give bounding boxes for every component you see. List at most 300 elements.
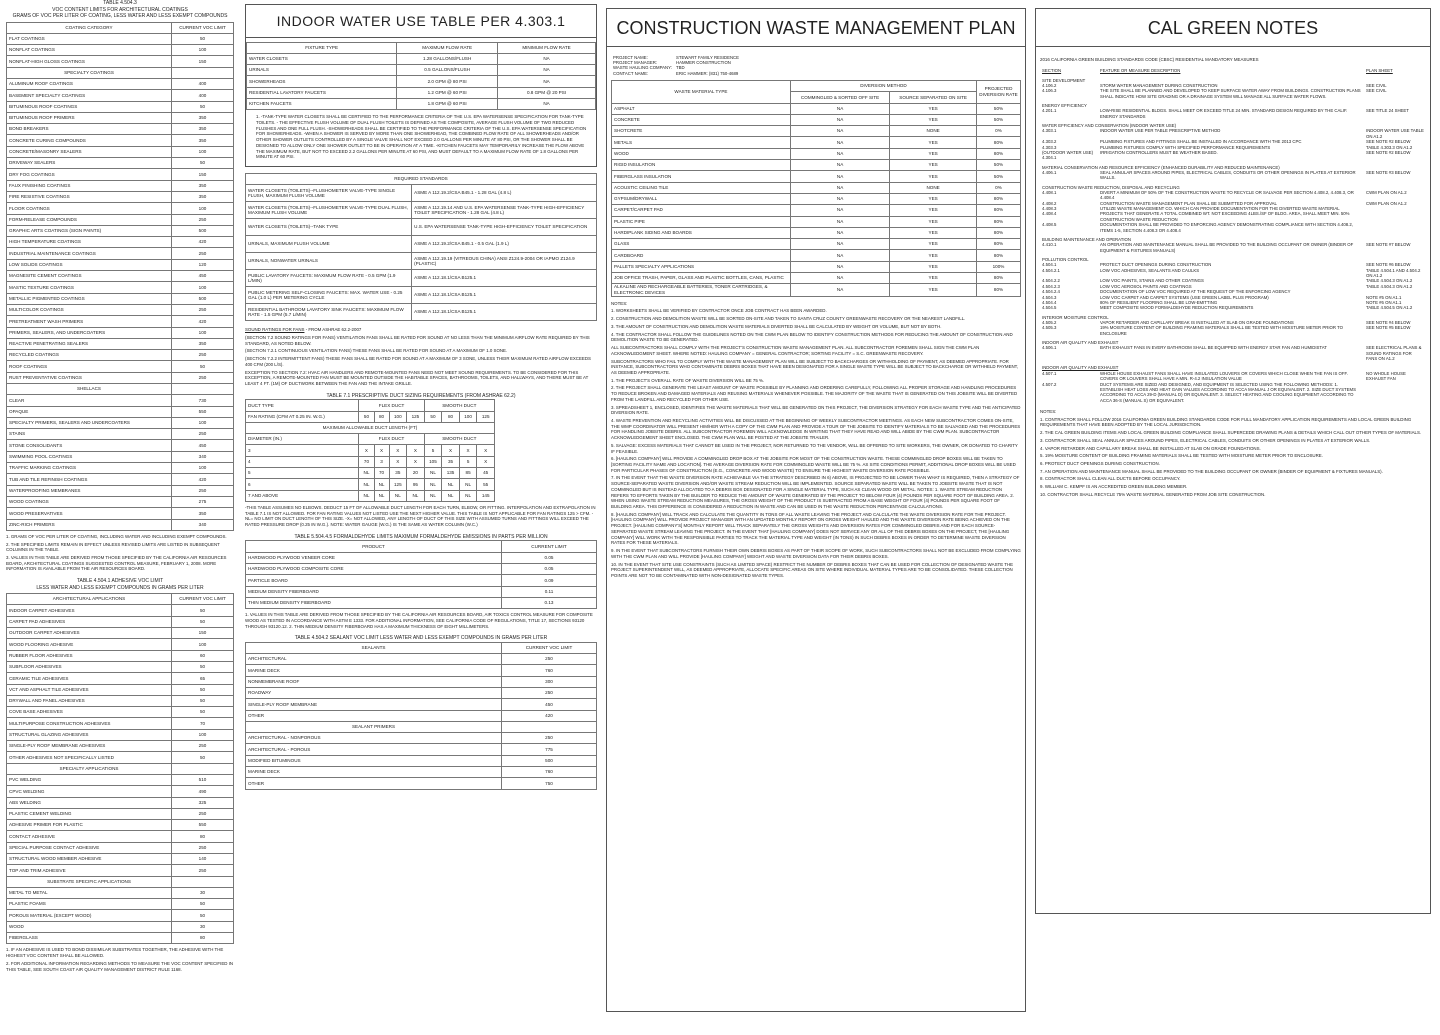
standard-row-cell: WATER CLOSETS (TOILETS)--FLUSHOMETER VALVE-TYPE SINGLE FLUSH, MAXIMUM FLUSH VOLUME	[246, 185, 412, 202]
standard-row	[246, 304, 597, 321]
voc-row-cell: HIGH TEMPERATURE COATINGS	[7, 237, 172, 248]
adhesive-row-cell: 550	[172, 820, 234, 831]
cal-green-intro: 2016 CALIFORNIA GREEN BUILDING STANDARDS CODE (CBSC) RESIDENTIAL MANDATORY MEASURES	[1040, 56, 1259, 62]
voc-row-cell: ALUMINUM ROOF COATINGS	[7, 78, 172, 89]
cal-cell: SEE NOTE #6 BELOW	[1366, 262, 1411, 268]
cal-cell	[1364, 211, 1426, 222]
cwmp-row	[612, 261, 1021, 272]
cwmp-row-cell: 80%	[977, 250, 1021, 261]
voc-row-cell: GRAPHIC ARTS COATINGS (SIGN PAINTS)	[7, 225, 172, 236]
cal-cell: LOW VOC AEROSOL PAINTS AND COATINGS	[1100, 283, 1192, 289]
sound-heading: SOUND RATINGS FOR FANS	[245, 327, 305, 333]
water-row-cell: KITCHEN FAUCETS	[247, 98, 397, 109]
cal-cell: 4.408.5	[1042, 222, 1057, 228]
note-line: (SECTION 7.2.2 INTERMITTENT FANS) THESE FANS SHALL BE RATED FOR SOUND AT A MAXIMUM OF 3 SONE, UNLESS THEIR MAXIMUM RATED AIRFLOW EXCEEDS 400 CFM (200 L/S).	[245, 356, 591, 367]
formaldehyde-title: TABLE 5.504.4.5 FORMALDEHYDE LIMITS MAXIMUM FORMALDEHYDE EMISSIONS IN PARTS PER MILLION	[294, 533, 548, 540]
cal-cell: SEE NOTE #3 BELOW	[1366, 169, 1411, 175]
adhesive-row-cell: SPECIAL PURPOSE CONTACT ADHESIVE	[7, 842, 172, 853]
duct-type-label: DUCT TYPE	[246, 400, 359, 411]
adhesive-row-cell: WOOD	[7, 921, 172, 932]
cal-cell: 4.504.2.3	[1042, 283, 1060, 289]
voc-row-cell: FORM-RELEASE COMPOUNDS	[7, 214, 172, 225]
voc-row-cell: 420	[172, 474, 234, 485]
adhesive-row-cell: CARPET PAD ADHESIVES	[7, 616, 172, 627]
voc-row	[7, 474, 234, 485]
voc-row	[7, 56, 234, 67]
cal-cell: 4.408.1	[1042, 190, 1057, 196]
duct-row	[246, 490, 495, 501]
water-row-cell: NA	[498, 98, 596, 109]
voc-row-cell: 100	[172, 463, 234, 474]
cal-cell: DOCUMENTATION OF LOW VOC REQUIRED AT THE REQUEST OF THE ENFORCING AGENCY	[1100, 289, 1291, 295]
standard-row	[246, 253, 597, 270]
cwmp-row-cell: GLASS	[612, 239, 791, 250]
cwmp-row-cell: 80%	[977, 148, 1021, 159]
water-row-cell: 0.5 GALLONS/FLUSH	[397, 65, 498, 76]
adhesive-row-cell: 490	[172, 786, 234, 797]
note-line: 1. CONTRACTOR SHALL FOLLOW 2016 CALIFORNIA GREEN BUILDING STANDARDS CODE FOR FULL MANDATORY APPLICATION REQUIREMENTS AND LOCAL GREEN BUILDING REQUIREMENTS THAT HAVE BEEN ADOPTED BY THE LOCAL JURISDICTION.	[1040, 416, 1412, 428]
voc-row-cell: BOND BREAKERS	[7, 124, 172, 135]
duct-smooth-head: SMOOTH DUCT	[424, 400, 494, 411]
voc-row	[7, 519, 234, 530]
sealant-row	[246, 676, 597, 687]
cal-green-table	[1040, 68, 1426, 403]
adhesive-row-cell: TOP AND TRIM ADHESIVE	[7, 865, 172, 876]
cal-cell: SEE NOTE #7 BELOW	[1366, 242, 1411, 248]
cal-cell: 4.303.1	[1042, 128, 1057, 134]
adhesive-row-cell: 50	[172, 707, 234, 718]
sealant-row-cell: OTHER	[246, 778, 502, 789]
cwmp-row	[612, 216, 1021, 227]
duct-row-cell: X	[459, 445, 477, 456]
voc-row-cell: TUB AND TILE REFINISH COATINGS	[7, 474, 172, 485]
water-header-fixture: FIXTURE TYPE	[247, 42, 397, 53]
note-line: NOTES:	[611, 300, 628, 306]
cwmp-row-cell: 80%	[977, 193, 1021, 204]
adhesive-row	[7, 707, 234, 718]
voc-row	[7, 384, 234, 395]
adhesive-row	[7, 695, 234, 706]
cal-cell: VAPOR RETARDER AND CAPILLARY BREAK IS INSTALLED AT SLAB ON GRADE FOUNDATIONS	[1100, 319, 1294, 325]
cwmp-info-value: HAMMER CONSTRUCTION	[675, 59, 731, 65]
voc-row-cell: 275	[172, 496, 234, 507]
duct-row	[246, 445, 495, 456]
adhesive-row-cell: CONTACT ADHESIVE	[7, 831, 172, 842]
cwmp-row-cell: 0%	[977, 182, 1021, 193]
cwmp-header-projected: PROJECTED DIVERSION RATE	[977, 80, 1021, 103]
adhesive-row-cell: 50	[172, 661, 234, 672]
duct-row-cell: NL	[442, 479, 460, 490]
note-line: 10. IN THE EVENT THAT SITE USE CONSTRAINTS (SUCH AS LIMITED SPACE) RESTRICT THE NUMBER OF DEBRIS BOXES THAT CAN BE USED FOR COLLECTION OF DESIGNATED WASTE THE PROJECT SUPERINTENDENT WILL, AS DEEMED APPROPRIATE, ALLOCATE SPECIFIC AREAS ON SITE WHERE INDIVIDUAL MATERIAL TYPES ARE TO BE CONSOLIDATED. THESE COLLECTION POINTS ARE NOT TO BE CONTAMINATED WITH NON-DESIGNATED WASTE TYPES.	[611, 561, 1014, 578]
voc-row-cell: STAINS	[7, 429, 172, 440]
duct-row-cell: NL	[424, 479, 442, 490]
cwmp-row-cell: YES	[890, 103, 977, 114]
voc-row-cell: 50	[172, 361, 234, 372]
cal-cell: STORM WATER MANAGEMENT DURING CONSTRUCTION	[1100, 82, 1218, 88]
water-row	[247, 87, 596, 98]
voc-row-cell: CONCRETE/MASONRY SEALERS	[7, 146, 172, 157]
voc-row-cell: 350	[172, 135, 234, 146]
voc-row-cell: WOOD PRESERVATIVES	[7, 508, 172, 519]
cal-cell: WHOLE HOUSE EXHAUST FANS SHALL HAVE INSULATED LOUVERS OR COVERS WHICH CLOSE WHEN THE FAN IS OFF. COVERS OR LOUVERS SHALL HAVE A MIN. R-4.2 INSULATION VALUE	[1100, 370, 1348, 382]
cal-cell: TABLE 4.504.3 ON A1.2	[1366, 278, 1413, 284]
adhesive-row-cell: OUTDOOR CARPET ADHESIVES	[7, 628, 172, 639]
formaldehyde-row-cell: HARDWOOD PLYWOOD COMPOSITE CORE	[246, 563, 502, 574]
cal-section-heading: INDOOR AIR QUALITY AND EXHAUST	[1042, 365, 1119, 371]
cal-section-heading: INTERIOR MOISTURE CONTROL	[1042, 314, 1109, 320]
cal-section-heading: WATER EFFICIENCY AND CONSERVATION (INDOOR WATER USE)	[1042, 123, 1177, 129]
sealant-row	[246, 665, 597, 676]
cwmp-row-cell: 50%	[977, 171, 1021, 182]
adhesive-row	[7, 887, 234, 898]
water-row-cell: SHOWERHEADS	[247, 76, 397, 87]
voc-row	[7, 271, 234, 282]
duct-row-cell: 135	[442, 468, 460, 479]
voc-row-cell: NONFLAT COATINGS	[7, 45, 172, 56]
cal-section-heading: ENERGY EFFICIENCY	[1042, 103, 1087, 109]
cal-cell: TABLE 4.504.1 AND 4.504.2 ON A1.2	[1366, 267, 1421, 279]
note-line: 3. CONTRACTOR SHALL SEAL ANNULAR SPACES AROUND PIPES, ELECTRICAL CABLES, CONDUITS OR OTHER OPENINGS IN PLATES AT EXTERIOR WALLS.	[1040, 437, 1371, 443]
adhesive-row-cell: STRUCTURAL GLAZING ADHESIVES	[7, 729, 172, 740]
note-line: 2. THE SPECIFIED LIMITS REMAIN IN EFFECT UNLESS REVISED LIMITS ARE LISTED IN SUBSEQUENT COLUMNS IN THE TABLE.	[6, 541, 220, 553]
duct-row	[246, 479, 495, 490]
sealant-row	[246, 699, 597, 710]
cal-row	[1040, 150, 1426, 161]
adhesive-row-cell: INDOOR CARPET ADHESIVES	[7, 605, 172, 616]
voc-row-cell: SPECIALTY PRIMERS, SEALERS AND UNDERCOATERS	[7, 417, 172, 428]
adhesive-row-cell: ABS WELDING	[7, 797, 172, 808]
water-row-cell: 1.28 GALLONS/FLUSH	[397, 53, 498, 64]
voc-header-limit: CURRENT VOC LIMIT	[172, 22, 234, 33]
cal-cell: INDOOR WATER USE TABLE ON A1.2	[1366, 128, 1424, 139]
voc-row-cell: TRAFFIC MARKING COATINGS	[7, 463, 172, 474]
sealant-row	[246, 721, 597, 732]
cwmp-info-row	[611, 71, 741, 76]
note-line: 7. AN OPERATION AND MAINTENANCE MANUAL SHALL BE PROVIDED TO THE BUILDING OCCUPANT OR OWNER (BINDER OF EQUIPMENT & FIXTURES MANUALS).	[1040, 468, 1383, 474]
adhesive-row-cell: SPECIALTY APPLICATIONS	[7, 763, 172, 774]
voc-row-cell	[172, 384, 234, 395]
cal-row	[1040, 128, 1426, 139]
cal-cell: 4.505.3	[1042, 325, 1057, 331]
cal-cell: 4.507.1	[1042, 370, 1057, 376]
adhesive-row	[7, 628, 234, 639]
voc-row	[7, 237, 234, 248]
voc-row-cell: ROOF COATINGS	[7, 361, 172, 372]
cal-row	[1040, 382, 1426, 403]
cal-cell: UTILIZE WASTE MANAGEMENT CO. WHICH CAN PROVIDE DOCUMENTATION FOR THE DIVERTED WASTE MATERIAL	[1100, 206, 1340, 212]
cal-section-heading: SITE DEVELOPMENT	[1042, 77, 1086, 83]
water-row-cell: 0.8 GPM @ 20 PSI	[498, 87, 596, 98]
voc-row-cell: REACTIVE PENETRATING SEALERS	[7, 338, 172, 349]
voc-row	[7, 406, 234, 417]
cwmp-row	[612, 171, 1021, 182]
duct-row-cell: 7 AND ABOVE	[246, 490, 359, 501]
duct-row-cell: NL	[374, 479, 389, 490]
cwmp-row	[612, 126, 1021, 137]
note-line: 2. CONSTRUCTION AND DEMOLITION WASTE WILL BE SORTED ON-SITE AND TAKEN TO SANTA CRUZ COUNTY GREENWASTE RECOVERY OR THE NEAREST LANDFILL.	[611, 316, 966, 322]
duct-dia-label: DIAMETER (IN.)	[246, 434, 359, 445]
formaldehyde-row	[246, 563, 597, 574]
cal-cell: TABLE 4.504.5 ON A1.2	[1366, 305, 1413, 311]
water-header-max: MAXIMUM FLOW RATE	[397, 42, 498, 53]
duct-row-cell: 35	[389, 468, 407, 479]
formaldehyde-notes: 1. VALUES IN THIS TABLE ARE DERIVED FROM THOSE SPECIFIED BY THE CALIFORNIA AIR RESOURCES BOARD, AIR TOXICS CONTROL MEASURE FOR COMPOSITE WOOD AS TESTED IN ACCORDANCE WITH ASTM E 1333. FOR ADDITIONAL INFORMATION, SEE CALIFORNIA CODE OF REGULATIONS, TITLE 17, SECTIONS 93120 THROUGH 93120.12. 2. THIN MEDIUM DENSITY FIBERBOARD HAS A MAXIMUM THICKNESS OF EIGHT MILLIMETERS.	[245, 612, 593, 629]
cwmp-row-cell: 50%	[977, 114, 1021, 125]
duct-rating: 80	[442, 411, 460, 422]
cal-cell	[1364, 222, 1426, 233]
duct-row-cell: X	[442, 445, 460, 456]
cal-cell: 4.504.2.4	[1042, 289, 1060, 295]
cal-cell: LOW VOC PAINTS, STAINS AND OTHER COATINGS	[1100, 278, 1204, 284]
adhesive-row-cell: 250	[172, 741, 234, 752]
cwmp-info-label: PROJECT MANAGER:	[613, 59, 658, 65]
voc-row	[7, 146, 234, 157]
duct-row-cell: 35	[442, 456, 460, 467]
voc-row	[7, 417, 234, 428]
cwmp-row-cell: GYPSUM/DRYWALL	[612, 193, 791, 204]
cal-cell: 4.201.1	[1042, 108, 1057, 114]
voc-row-cell: MAGNESITE CEMENT COATINGS	[7, 271, 172, 282]
cwmp-row-cell: YES	[890, 272, 977, 283]
cal-row	[1040, 242, 1426, 253]
adhesive-row-cell: 30	[172, 921, 234, 932]
cal-cell: 19% MOISTURE CONTENT OF BUILDING FRAMING MATERIALS SHALL BE TESTED WITH MOISTURE METER PRIOR TO ENCLOSURE	[1100, 325, 1343, 336]
voc-row	[7, 101, 234, 112]
adhesive-row	[7, 933, 234, 944]
sealant-row	[246, 710, 597, 721]
standards-title: REQUIRED STANDARDS	[246, 174, 597, 185]
cal-row	[1040, 119, 1426, 128]
cwmp-row-cell: RIGID INSULATION	[612, 160, 791, 171]
column-water	[245, 0, 597, 1030]
voc-row	[7, 45, 234, 56]
cwmp-row	[612, 250, 1021, 261]
cal-cell: 4.406.1	[1042, 169, 1057, 175]
cal-section-heading: MATERIAL CONSERVATION AND RESOURCE EFFICIENCY (ENHANCED DURABILITY AND REDUCED MAINTENANCE)	[1042, 164, 1280, 170]
water-row-cell: RESIDENTIAL LAVATORY FAUCETS	[247, 87, 397, 98]
voc-row-cell: 120	[172, 259, 234, 270]
voc-row	[7, 180, 234, 191]
cal-cell: TABLE 4.504.3 ON A1.2	[1366, 283, 1413, 289]
cal-row	[1040, 253, 1426, 262]
voc-row-cell: 420	[172, 316, 234, 327]
voc-row-cell: CLEAR	[7, 395, 172, 406]
cwmp-row-cell: NA	[790, 171, 889, 182]
cal-row	[1040, 211, 1426, 222]
adhesive-row-cell: PLASTIC CEMENT WELDING	[7, 808, 172, 819]
duct-row-cell: X	[477, 456, 495, 467]
note-line: 1. IF AN ADHESIVE IS USED TO BOND DISSIMILAR SUBSTRATES TOGETHER, THE ADHESIVE WITH THE HIGHEST VOC CONTENT SHALL BE ALLOWED.	[6, 947, 224, 959]
voc-row	[7, 496, 234, 507]
voc-header-category: COATING CATEGORY	[7, 22, 172, 33]
voc-row	[7, 191, 234, 202]
voc-row	[7, 158, 234, 169]
voc-row-cell: PRIMERS, SEALERS, AND UNDERCOATERS	[7, 327, 172, 338]
cwmp-notes	[611, 301, 1021, 579]
sealant-row-cell: SINGLE-PLY ROOF MEMBRANE	[246, 699, 502, 710]
adhesive-row-cell: METAL TO METAL	[7, 887, 172, 898]
adhesive-row-cell: 100	[172, 729, 234, 740]
voc-row	[7, 248, 234, 259]
cal-green-box	[1035, 8, 1431, 914]
formaldehyde-row	[246, 552, 597, 563]
adhesive-row-cell: 50	[172, 752, 234, 763]
note-line: 2. THE PROJECT SHALL GENERATE THE LEAST AMOUNT OF WASTE POSSIBLE BY PLANNING AND ORDERING CAREFULLY, FOLLOWING ALL PROPER STORAGE AND HANDLING PROCEDURES TO REDUCE BROKEN AND DAMAGED MATERIALS AND REUSING MATERIALS WHENEVER POSSIBLE. THE MAJORITY OF THE WASTE THAT IS GENERATED ON THIS JOBSITE WILL BE DIVERTED FROM THE LANDFILL AND RECYCLED FOR OTHER USE.	[611, 385, 1018, 402]
cal-cell: CONSTRUCTION WASTE MANAGEMENT PLAN SHALL BE SUBMITTED FOR APPROVAL	[1100, 200, 1277, 206]
sealant-row-cell: 250	[502, 687, 597, 698]
cwmp-row-cell: ASPHALT	[612, 103, 791, 114]
voc-row	[7, 508, 234, 519]
adhesive-row-cell: CPVC WELDING	[7, 786, 172, 797]
cwmp-header-comm: COMMINGLED & SORTED OFF SITE	[790, 92, 889, 103]
duct-row-cell: 3	[246, 445, 359, 456]
note-line: 4. WASTE PREVENTION AND RECYCLING ACTIVITIES WILL BE DISCUSSED AT THE BEGINNING OF WEEKLY SUBCONTRACTOR MEETINGS. AS EACH NEW SUBCONTRACTOR COMES ON-SITE, THE WMP COORDINATOR WILL PRESENT HIM/HER WITH A COPY OF THE CWM PLAN AND PROVIDE A TOUR OF THE JOBSITE TO IDENTIFY MATERIALS TO BE SALVAGED AND THE PROCEDURES FOR HANDLING JOBSITE DEBRIS. ALL SUBCONTRACTOR FOREMEN WILL ACKNOWLEDGE IN WRITING THAT THEY HAVE READ AND WILL ABIDE BY THE CWM PLAN. SUBCONTRACTOR ACKNOWLEDGEMENT SHEET ENCLOSED. THE CWM PLAN WILL BE POSTED AT THE JOBSITE TRAILER.	[611, 417, 1021, 441]
sealant-row-cell: MODIFIED BITUMINOUS	[246, 755, 502, 766]
cal-cell: 4.506.1	[1042, 345, 1057, 351]
cal-header-section: SECTION	[1042, 68, 1062, 74]
cwmp-row-cell: NA	[790, 103, 889, 114]
adhesive-row	[7, 605, 234, 616]
standard-row-cell: ASME A 112.18.1/CSA B125.1	[412, 304, 597, 321]
voc-row-cell: 450	[172, 271, 234, 282]
cal-cell: CWM PLAN ON A1.2	[1366, 190, 1407, 196]
adhesive-row-cell: FIBERGLASS	[7, 933, 172, 944]
sealant-row-cell: ARCHITECTURAL - POROUS	[246, 744, 502, 755]
cwmp-row	[612, 114, 1021, 125]
voc-row-cell: 250	[172, 350, 234, 361]
duct-row-cell: 4	[246, 456, 359, 467]
cal-cell: (OUTDOOR WATER USE) 4.304.1	[1042, 149, 1094, 161]
duct-row-cell: X	[407, 456, 425, 467]
note-line: 8. CONTRACTOR SHALL CLEAN ALL DUCTS BEFORE OCCUPANCY.	[1040, 476, 1181, 482]
cal-cell: NO WHOLE HOUSE EXHAUST FAN	[1366, 370, 1406, 382]
voc-row-cell: MASTIC TEXTURE COATINGS	[7, 282, 172, 293]
note-line: 10. CONTRACTOR SHALL RECYCLE 75% WASTE MATERIAL GENERATED FROM JOB SITE CONSTRUCTION.	[1040, 491, 1266, 497]
cal-cell: LOW VOC CARPET AND CARPET SYSTEMS (USE GREEN LABEL PLUS PROGRAM)	[1100, 294, 1269, 300]
cwmp-row	[612, 239, 1021, 250]
cal-cell: BATH EXHAUST FANS IN EVERY BATHROOM SHALL BE EQUIPPED WITH ENERGY STAR FAN AND HUMIDISTAT	[1100, 345, 1327, 351]
cal-row	[1040, 345, 1426, 361]
cwmp-row-cell: 80%	[977, 227, 1021, 238]
sealant-row-cell	[502, 721, 597, 732]
note-line: SUBCONTRACTORS WHO FAIL TO COMPLY WITH THE WASTE MANAGEMENT PLAN WILL BE SUBJECT TO BACKCHARGES OR WITHHOLDING OF PAYMENT, AS DEEMED APPROPRIATE. FOR INSTANCE, SUBCONTRACTORS WHO CONTAMINATE DEBRIS BOXES THAT HAVE BEEN DESIGNATED FOR A SINGLE WASTE TYPE WILL BE SUBJECT TO BACKCHARGE OR WITHHELD PAYMENT, AS DEEMED APPROPRIATE.	[611, 358, 1019, 375]
voc-row-cell: 100	[172, 146, 234, 157]
cwmp-row	[612, 182, 1021, 193]
adhesive-row	[7, 854, 234, 865]
voc-row-cell: WATERPROOFING MEMBRANES	[7, 485, 172, 496]
sound-source: - FROM ASHRAE 62.2-2007	[305, 327, 362, 333]
duct-smooth-sub: SMOOTH DUCT	[424, 434, 494, 445]
cal-cell: MEET COMPOSITE WOOD FORMALDEHYDE REDUCTION REQUIREMENTS	[1100, 305, 1254, 311]
adhesive-row-cell: SUBFLOOR ADHESIVES	[7, 661, 172, 672]
adhesive-row-cell	[172, 763, 234, 774]
note-line: 1. WORKSHEETS SHALL BE VERIFIED BY CONTRACTOR ONCE JOB CONTRACT HAS BEEN AWARDED.	[611, 308, 827, 314]
cwmp-row-cell: YES	[890, 216, 977, 227]
sealant-row-cell: 300	[502, 676, 597, 687]
duct-flex-sub: FLEX DUCT	[359, 434, 424, 445]
formaldehyde-row-cell: HARDWOOD PLYWOOD VENEER CORE	[246, 552, 502, 563]
cal-cell: 4.408.4	[1042, 211, 1057, 217]
duct-rating: 50	[424, 411, 442, 422]
voc-row-cell: SPECIALTY COATINGS	[7, 67, 172, 78]
duct-rating: 125	[477, 411, 495, 422]
duct-row-cell: 6	[246, 479, 359, 490]
voc-row-cell: 50	[172, 101, 234, 112]
voc-row-cell: FLOOR COATINGS	[7, 203, 172, 214]
adhesive-row-cell: CERAMIC TILE ADHESIVES	[7, 673, 172, 684]
cwmp-row-cell: 0%	[977, 126, 1021, 137]
adhesive-row-cell: PLASTIC FOAMS	[7, 899, 172, 910]
duct-row-cell: 70	[359, 456, 374, 467]
adhesive-row	[7, 921, 234, 932]
adhesive-row-cell: SUBSTRATE SPECIFIC APPLICATIONS	[7, 876, 172, 887]
adhesive-row-cell: 70	[172, 718, 234, 729]
cal-section-heading: POLLUTION CONTROL	[1042, 257, 1089, 262]
adhesive-row	[7, 842, 234, 853]
adhesive-table	[6, 593, 234, 944]
formaldehyde-table-body	[246, 552, 597, 608]
water-row-cell: 2.0 GPM @ 80 PSI	[397, 76, 498, 87]
voc-row-cell: 350	[172, 124, 234, 135]
cal-cell: THE SITE SHALL BE PLANNED AND DEVELOPED TO KEEP SURFACE WATER AWAY FROM BUILDINGS. CONSTRUCTION PLANS SHALL INDICATE HOW SITE GRADING OR A DRAINAGE SYSTEM WILL MANAGE ALL SURFACE WATER FLOWS.	[1100, 88, 1361, 99]
duct-row-cell: NL	[359, 479, 374, 490]
cal-row	[1040, 99, 1426, 108]
adhesive-row	[7, 752, 234, 763]
duct-row-cell: 105	[424, 456, 442, 467]
adhesive-header-app: ARCHITECTURAL APPLICATIONS	[7, 594, 172, 605]
duct-rating: 80	[374, 411, 389, 422]
note-line: 4. THE CONTRACTOR SHALL FOLLOW THE GUIDELINES NOTED ON THE CWM PLAN BELOW TO IDENTIFY CONSTRUCTION METHODS FOR REDUCING THE AMOUNT OF CONSTRUCTION AND DEMOLITION WASTE TO BE GENERATED.	[611, 331, 1013, 343]
cwmp-row-cell: 100%	[977, 261, 1021, 272]
duct-rating: 100	[389, 411, 407, 422]
sealant-row-cell: ROADWAY	[246, 687, 502, 698]
standards-table-body	[246, 185, 597, 321]
water-row	[247, 65, 596, 76]
cwmp-row-cell: ALKALINE AND RECHARGEABLE BATTERIES, TONER CARTRIDGES, & ELECTRONIC DEVICES	[612, 284, 791, 296]
water-header-min: MINIMUM FLOW RATE	[498, 42, 596, 53]
formaldehyde-row-cell: THIN MEDIUM DENSITY FIBERBOARD	[246, 597, 502, 608]
cal-cell: AN OPERATION AND MAINTENANCE MANUAL SHALL BE PROVIDED TO THE BUILDING OCCUPANT OR OWNER (BINDER OF EQUIPMENT & FIXTURES MANUALS)	[1100, 242, 1354, 253]
voc-row-cell: BASEMENT SPECIALTY COATINGS	[7, 90, 172, 101]
voc-row	[7, 372, 234, 383]
cwmp-row-cell: FIBERGLASS INSULATION	[612, 171, 791, 182]
cal-row	[1040, 268, 1426, 279]
adhesive-row-cell: 250	[172, 865, 234, 876]
sealant-row-cell: 500	[502, 755, 597, 766]
cal-cell: TABLE 4.303.3 ON A1.2	[1366, 144, 1413, 150]
cal-cell: 4.505.2	[1042, 319, 1057, 325]
standard-row	[246, 202, 597, 219]
voc-row	[7, 33, 234, 44]
cwmp-row-cell: CONCRETE	[612, 114, 791, 125]
adhesive-row	[7, 673, 234, 684]
note-line: 9. WILLIAM C. KEMPF IS AN ACCREDITED GREEN BUILDING MEMBER.	[1040, 484, 1188, 490]
water-notes: 1. -TANK-TYPE WATER CLOSETS SHALL BE CERTIFIED TO THE PERFORMANCE CRITERIA OF THE U.S. EPA WATERSENSE SPECIFICATION FOR TANK-TYPE TOILETS. - THE EFFECTIVE FLUSH VOLUME OF DUAL FLUSH TOILETS IS DEFINED AS THE COMPOSITE, AVERAGE FLUSH VOLUME OF TWO REDUCED FLUSHES AND ONE FULL FLUSH. -SHOWERHEADS SHALL BE CERTIFIED TO THE PERFORMANCE CRITERIA OF THE U.S. EPA WATERSENSE SPECIFICATION FOR SHOWERHEADS. -WHEN A SHOWER IS SERVED BY MORE THAN ONE SHOWERHEAD, THE COMBINED FLOW RATE OF ALL SHOWERHEADS AND/OR OTHER SHOWER OUTLETS CONTROLLED BY A SINGLE VALVE SHALL NOT EXCEED 2.0 GALLONS PER MINUTE AT 80 PSI, OR THE SHOWER SHALL BE DESIGNED TO ALLOW ONLY ONE SHOWER OUTLET TO BE IN OPERATION AT A TIME. -KITCHEN FAUCETS MAY TEMPORARILY INCREASE THE FLOW ABOVE THE MAXIMUM RATE, BUT NOT TO EXCEED 2.2 GALLONS PER MINUTE AT 60 PSI, AND MUST DEFAULT TO A MAXIMUM FLOW RATE OF 1.8 GALLONS PER MINUTE AT 60 PSI.	[256, 114, 587, 160]
adhesive-header-limit: CURRENT VOC LIMIT	[172, 594, 234, 605]
voc-row-cell: 400	[172, 90, 234, 101]
sealant-header-limit: CURRENT VOC LIMIT	[502, 642, 597, 653]
cwmp-row-cell: NA	[790, 193, 889, 204]
cwmp-row-cell: YES	[890, 171, 977, 182]
voc-row	[7, 338, 234, 349]
cal-cell: 4.504.5	[1042, 305, 1057, 311]
water-row-cell: WATER CLOSETS	[247, 53, 397, 64]
water-row	[247, 98, 596, 109]
voc-table-subtitle: VOC CONTENT LIMITS FOR ARCHITECTURAL COATINGS	[52, 6, 188, 13]
note-line: 5. 19% MOISTURE CONTENT OF BUILDING FRAMING MATERIALS SHALL BE TESTED WITH MOISTURE METER PRIOR TO ENCLOSURE.	[1040, 453, 1323, 459]
adhesive-row	[7, 718, 234, 729]
formaldehyde-row-cell: PARTICLE BOARD	[246, 575, 502, 586]
